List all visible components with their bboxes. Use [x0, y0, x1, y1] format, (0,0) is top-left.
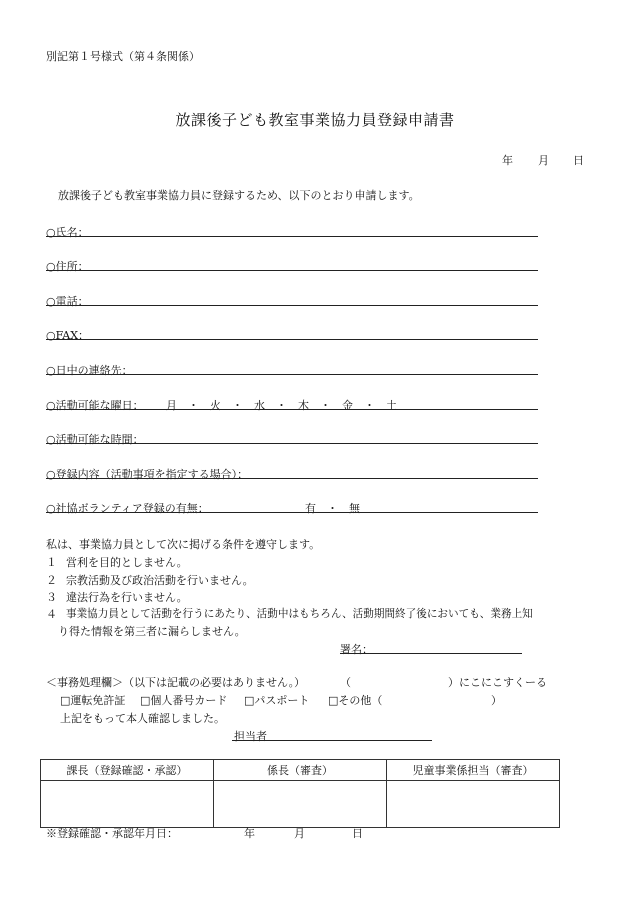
signature-line — [340, 653, 522, 654]
staff-line — [232, 740, 432, 741]
field-daytime-contact-line — [46, 374, 538, 375]
approval-header-subchief: 係長（審査） — [214, 760, 387, 781]
field-weekdays-label: ○活動可能な曜日： — [46, 399, 144, 412]
condition-item-2-num: ２ — [46, 574, 57, 587]
condition-item-4-num: ４ — [46, 608, 57, 621]
page-title: 放課後子ども教室事業協力員登録申請書 — [175, 111, 455, 129]
condition-item-4-cont: り得た情報を第三者に漏らしません。 — [58, 625, 246, 638]
footer-year-label: 年 — [244, 827, 255, 840]
field-address-label: ○住所： — [46, 260, 89, 273]
check-drivers-license[interactable]: □運転免許証 — [60, 694, 126, 707]
intro-text: 放課後子ども教室事業協力員に登録するため、以下のとおり申請します。 — [58, 189, 420, 202]
field-name-label: ○氏名： — [46, 226, 89, 239]
conditions-lead: 私は、事業協力員として次に掲げる条件を遵守します。 — [46, 538, 321, 551]
field-hours-label: ○活動可能な時間： — [46, 433, 144, 446]
condition-item-1-text: 営利を目的としません。 — [66, 556, 188, 569]
identity-confirm-text: 上記をもって本人確認しました。 — [60, 712, 225, 725]
field-phone-label: ○電話： — [46, 295, 89, 308]
approval-cell-subchief[interactable] — [214, 781, 387, 828]
approval-cell-staff[interactable] — [387, 781, 560, 828]
condition-item-3-text: 違法行為を行いません。 — [66, 591, 188, 604]
field-registration-line — [46, 478, 538, 479]
signature-label: 署名： — [340, 643, 373, 656]
field-hours-line — [46, 443, 538, 444]
field-volunteer-line — [46, 512, 538, 513]
date-year-label: 年 — [502, 154, 513, 167]
footer-day-label: 日 — [352, 827, 363, 840]
approval-header-staff: 児童事業係担当（審査） — [387, 760, 560, 781]
date-month-label: 月 — [538, 154, 549, 167]
staff-label: 担当者 — [234, 730, 267, 743]
field-fax-label: ○FAX： — [46, 329, 90, 342]
field-daytime-contact-label: ○日中の連絡先： — [46, 364, 133, 377]
field-weekdays-options[interactable]: 月 ・ 火 ・ 水 ・ 木 ・ 金 ・ 土 — [166, 399, 397, 412]
condition-item-2-text: 宗教活動及び政治活動を行いません。 — [66, 574, 254, 587]
check-passport[interactable]: □パスポート — [244, 694, 310, 707]
condition-item-3-num: ３ — [46, 591, 57, 604]
condition-item-4-text: 事業協力員として活動を行うにあたり、活動中はもちろん、活動期間終了後においても、業務上知 — [66, 608, 533, 620]
field-weekdays-line — [46, 409, 538, 410]
approval-header-chief: 課長（登録確認・承認） — [41, 760, 214, 781]
approval-table — [40, 759, 560, 828]
footer-month-label: 月 — [294, 827, 305, 840]
condition-item-1-num: １ — [46, 556, 57, 569]
field-name-line — [46, 236, 538, 237]
office-paren-open: （ — [340, 676, 351, 689]
form-number-note: 別記第１号様式（第４条関係） — [46, 50, 200, 63]
office-school-name: ）にこにこすくーる — [448, 676, 547, 689]
date-day-label: 日 — [573, 154, 584, 167]
footer-approval-date-label: ※登録確認・承認年月日： — [46, 827, 178, 840]
office-heading: ＜事務処理欄＞（以下は記載の必要はありません。） — [46, 676, 306, 689]
field-volunteer-options[interactable]: 有 ・ 無 — [305, 502, 360, 515]
field-registration-label: ○登録内容（活動事項を指定する場合）： — [46, 468, 249, 481]
field-fax-line — [46, 339, 538, 340]
check-other-close: ） — [491, 694, 502, 707]
field-phone-line — [46, 305, 538, 306]
approval-cell-chief[interactable] — [41, 781, 214, 828]
check-my-number-card[interactable]: □個人番号カード — [140, 694, 228, 707]
check-other[interactable]: □その他（ — [328, 694, 383, 707]
field-volunteer-label: ○社協ボランティア登録の有無： — [46, 502, 209, 515]
field-address-line — [46, 270, 538, 271]
